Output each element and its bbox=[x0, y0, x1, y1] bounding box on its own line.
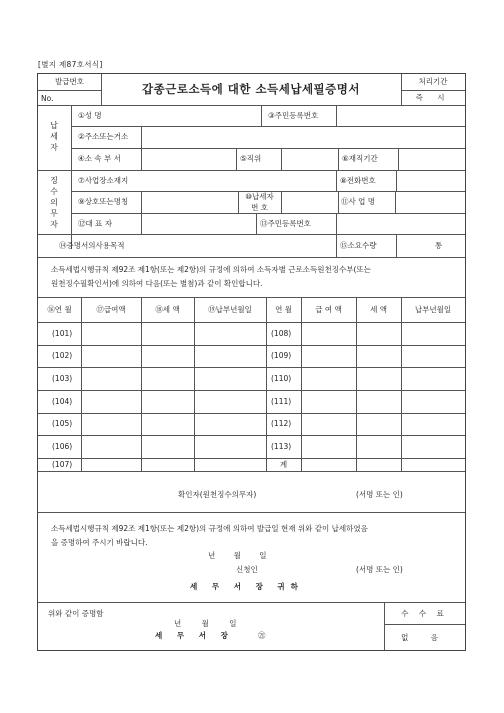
fee-value: 없 음 bbox=[401, 633, 448, 642]
applicant-sign: (서명 또는 인) bbox=[356, 565, 403, 574]
header-payment-date: ⑲납부년월일 bbox=[208, 305, 252, 314]
address-field[interactable] bbox=[144, 129, 462, 145]
row-code: (103) bbox=[52, 374, 73, 383]
row-code: (113) bbox=[271, 442, 292, 451]
confirmer-sign: (서명 또는 인) bbox=[356, 490, 403, 499]
quantity-label: ⑮소요수량 bbox=[340, 241, 377, 250]
header-tax-2: 세 액 bbox=[370, 305, 387, 314]
business-location-field[interactable] bbox=[144, 173, 333, 188]
issue-number-label: 발급번호 bbox=[55, 77, 84, 86]
trade-name-label: ⑨상호또는명칭 bbox=[78, 197, 129, 206]
confirmer-label: 확인자(원천징수의무자) bbox=[178, 490, 257, 499]
row-code: (107) bbox=[52, 460, 73, 469]
row-code: (112) bbox=[271, 419, 292, 428]
seal-mark: ㉑ bbox=[258, 631, 266, 640]
header-payment-date-2: 납부년월일 bbox=[414, 305, 452, 314]
request-date: 년 월 일 bbox=[208, 551, 267, 560]
row-code: (102) bbox=[52, 351, 73, 360]
representative-field[interactable] bbox=[144, 216, 253, 231]
processing-period-label: 처리기간 bbox=[418, 77, 448, 86]
name-label: ①성 명 bbox=[78, 111, 102, 120]
position-field[interactable] bbox=[284, 151, 335, 167]
recipient-tax-office: 세 무 서 장 귀하 bbox=[190, 582, 304, 591]
applicant-label: 신청인 bbox=[236, 565, 258, 574]
certificate-form bbox=[37, 73, 466, 651]
employment-period-field[interactable] bbox=[401, 151, 462, 167]
row-code: (108) bbox=[271, 329, 292, 338]
name-field[interactable] bbox=[74, 108, 258, 123]
row-code: (106) bbox=[52, 442, 73, 451]
row-code: (104) bbox=[52, 397, 73, 406]
resident-number-label: ③주민등록번호 bbox=[268, 111, 319, 120]
resident-number-field[interactable] bbox=[339, 108, 462, 123]
confirmation-statement: 소득세법시행규칙 제92조 제1항(또는 제2항)의 규정에 의하여 소득자별 근로소득원천징수부(또는 원천징수필확인서)에 의하여 다음(또는 별첨)과 같이 확인합니다. bbox=[51, 265, 371, 288]
purpose-label: ⑭증명서의사용목적 bbox=[59, 241, 125, 250]
header-year-month-2: 연 월 bbox=[275, 305, 292, 314]
row-code: (109) bbox=[271, 351, 292, 360]
taxpayer-number-label-2: 번 호 bbox=[251, 203, 268, 212]
phone-field[interactable] bbox=[399, 173, 462, 188]
number-label: No. bbox=[41, 94, 54, 103]
representative-label: ⑫대 표 자 bbox=[78, 219, 113, 228]
withholder-section-label: 징 수 의 무 자 bbox=[50, 176, 58, 229]
business-location-label: ⑦사업장소재지 bbox=[78, 176, 129, 185]
department-label: ④소 속 부 서 bbox=[78, 154, 121, 163]
employment-period-label: ⑥재직기간 bbox=[342, 154, 378, 163]
processing-period-value: 즉 시 bbox=[415, 93, 451, 102]
address-label: ②주소또는거소 bbox=[78, 132, 129, 141]
row-code: (110) bbox=[271, 374, 292, 383]
request-statement: 소득세법시행규칙 제92조 제1항(또는 제2항)의 규정에 의하여 발급일 현재 위와 같이 납세하였음 을 증명하여 주시기 바랍니다. bbox=[51, 524, 368, 547]
purpose-field[interactable] bbox=[143, 237, 333, 254]
position-label: ⑤직위 bbox=[240, 154, 262, 163]
tax-office-name: 세 무 서 장 bbox=[155, 631, 234, 640]
form-title: 갑종근로소득에 대한 소득세납세필증명서 bbox=[142, 82, 360, 96]
rep-resident-number-field[interactable] bbox=[339, 216, 462, 231]
total-label: 계 bbox=[279, 460, 288, 469]
fee-label: 수 수 료 bbox=[401, 609, 448, 618]
taxpayer-number-label: ⑩납세자 bbox=[245, 192, 274, 201]
business-type-label: ⑪사 업 명 bbox=[341, 197, 376, 206]
department-field[interactable] bbox=[144, 151, 233, 167]
taxpayer-section-label: 납 세 자 bbox=[50, 121, 58, 152]
business-type-field[interactable] bbox=[398, 194, 462, 210]
header-salary: ⑰급여액 bbox=[96, 305, 126, 314]
row-code: (105) bbox=[52, 419, 73, 428]
quantity-field[interactable] bbox=[399, 237, 431, 254]
taxpayer-number-field[interactable] bbox=[284, 194, 335, 210]
header-salary-2: 급 여 액 bbox=[315, 305, 342, 314]
form-number-label: [별지 제87호서식] bbox=[38, 60, 103, 69]
header-year-month: ⑯연 월 bbox=[47, 305, 72, 314]
trade-name-field[interactable] bbox=[144, 194, 235, 210]
row-code: (101) bbox=[52, 329, 73, 338]
phone-label: ⑧전화번호 bbox=[340, 176, 376, 185]
certification-date: 년 월 일 bbox=[174, 619, 237, 628]
header-tax: ⑱세 액 bbox=[155, 305, 180, 314]
rep-resident-number-label: ⑬주민등록번호 bbox=[260, 219, 311, 228]
certification-statement: 위와 같이 증명함 bbox=[48, 609, 104, 618]
quantity-unit: 통 bbox=[435, 241, 443, 250]
row-code: (111) bbox=[271, 397, 292, 406]
